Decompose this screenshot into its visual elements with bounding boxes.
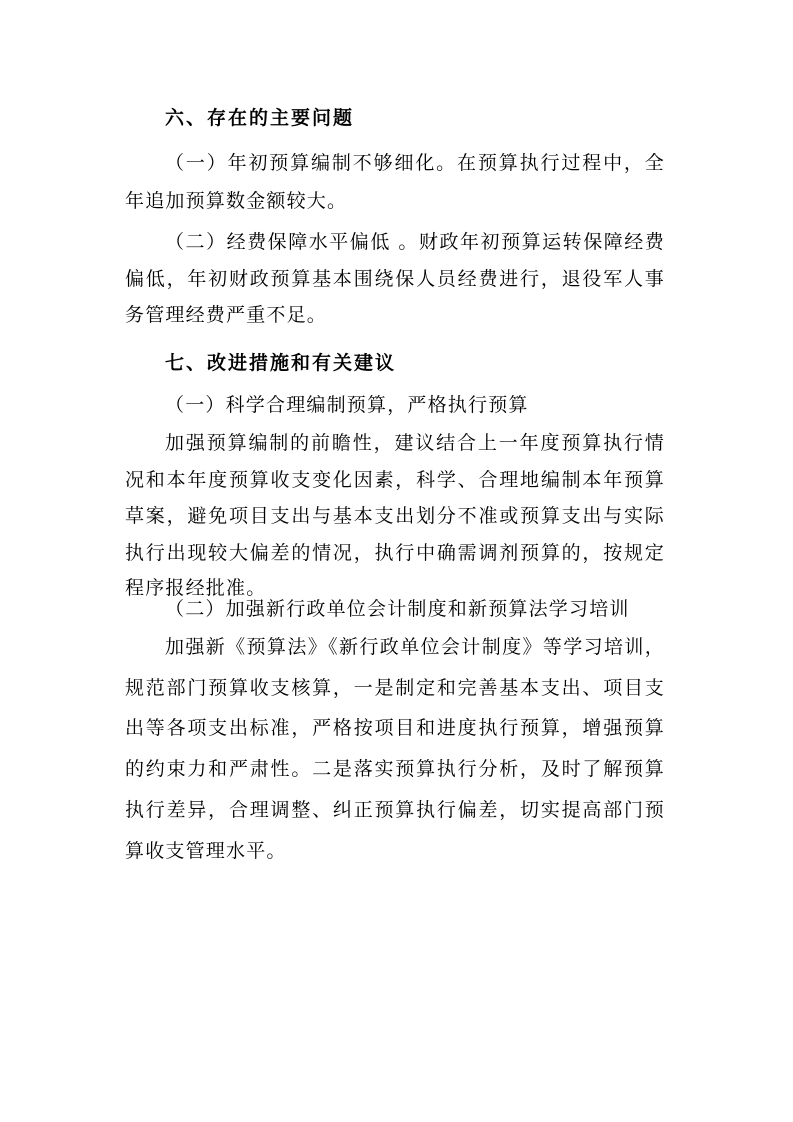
- section-heading-problems: 六、存在的主要问题: [165, 107, 355, 129]
- paragraph-line: 执行差异，合理调整、纠正预算执行偏差，切实提高部门预: [125, 799, 665, 821]
- paragraph-line: （二）经费保障水平偏低 。财政年初预算运转保障经费: [165, 231, 665, 253]
- subsection-title: （一）科学合理编制预算，严格执行预算: [165, 394, 529, 416]
- paragraph-line: 程序报经批准。: [125, 577, 267, 599]
- paragraph-line: 的约束力和严肃性。二是落实预算执行分析，及时了解预算: [125, 758, 665, 780]
- paragraph-line: 执行出现较大偏差的情况，执行中确需调剂预算的，按规定: [125, 542, 665, 564]
- paragraph-line: 出等各项支出标准，严格按项目和进度执行预算，增强预算: [125, 717, 665, 739]
- paragraph-line: 算收支管理水平。: [125, 840, 287, 862]
- paragraph-line: 况和本年度预算收支变化因素，科学、合理地编制本年预算: [125, 469, 665, 491]
- paragraph-line: 年追加预算数金额较大。: [125, 190, 348, 212]
- paragraph-line: 偏低，年初财政预算基本围绕保人员经费进行，退役军人事: [125, 268, 665, 290]
- paragraph-line: 规范部门预算收支核算，一是制定和完善基本支出、项目支: [125, 677, 665, 699]
- section-heading-suggestions: 七、改进措施和有关建议: [165, 352, 397, 374]
- paragraph-line: （一）年初预算编制不够细化。在预算执行过程中，全: [165, 152, 665, 174]
- paragraph-line: 务管理经费严重不足。: [125, 304, 328, 326]
- paragraph-line: 草案，避免项目支出与基本支出划分不准或预算支出与实际: [125, 505, 665, 527]
- paragraph-line: 加强新《预算法》《新行政单位会计制度》等学习培训，: [165, 636, 665, 658]
- paragraph-line: 加强预算编制的前瞻性，建议结合上一年度预算执行情: [165, 432, 665, 454]
- subsection-title: （二）加强新行政单位会计制度和新预算法学习培训: [165, 598, 630, 620]
